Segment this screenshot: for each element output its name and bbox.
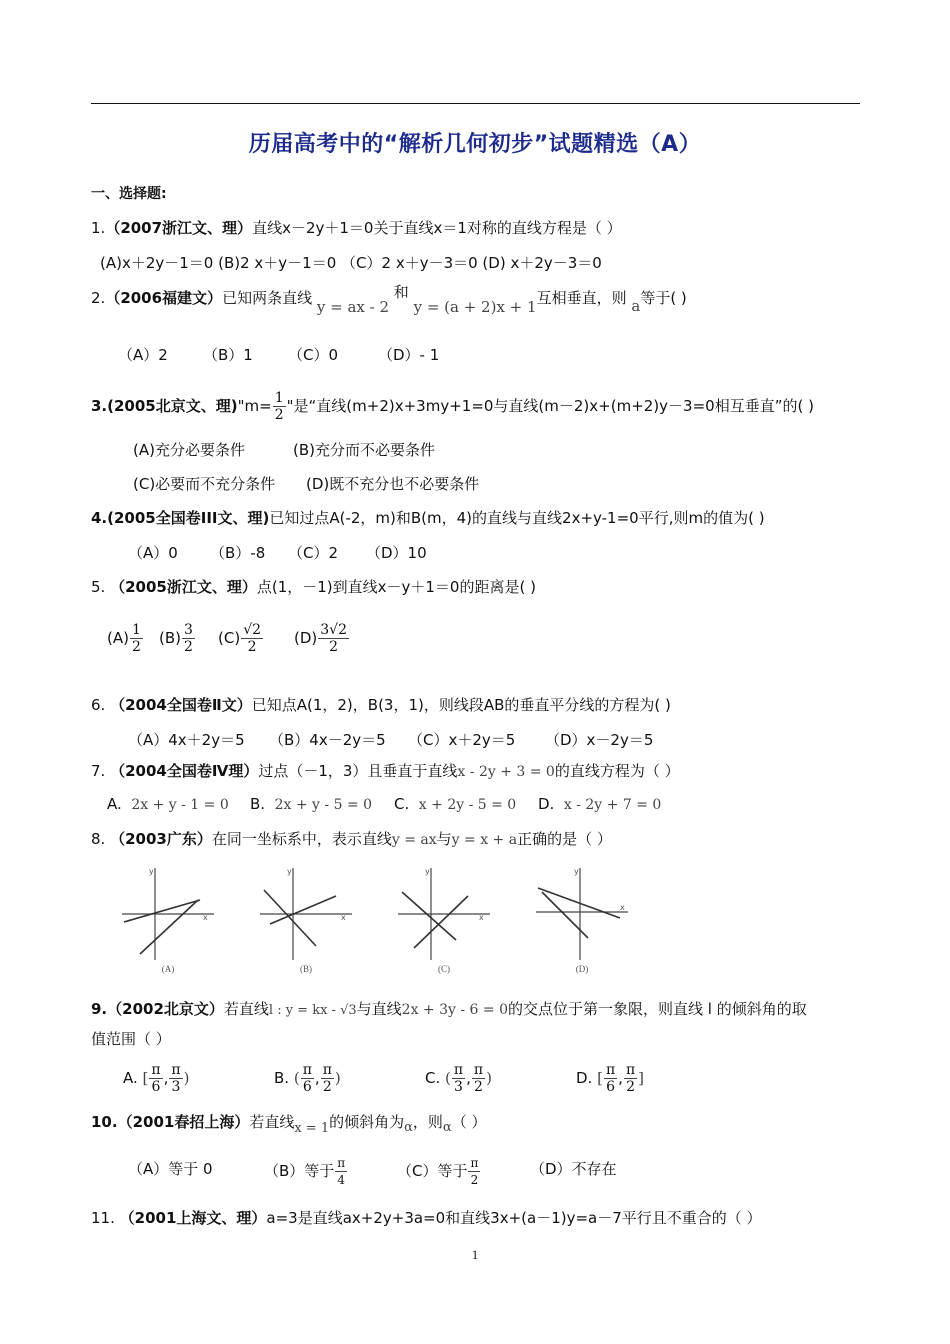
q8-graph-a-label: (A) xyxy=(161,964,175,974)
question-9 xyxy=(91,999,807,1021)
q3-option-b: (B)充分而不必要条件 xyxy=(293,441,435,459)
q6-option-b: （B）4x－2y＝5 xyxy=(269,731,386,749)
q11-source: （2001上海文、理） xyxy=(119,1209,267,1227)
q8-number: 8. xyxy=(91,830,106,848)
q6-option-d: （D）x－2y＝5 xyxy=(545,731,654,749)
question-3 xyxy=(91,390,814,423)
q4-source: 4.(2005全国卷III文、理) xyxy=(91,509,270,527)
question-5 xyxy=(91,577,536,597)
q3-fraction: $\frac{1}{2}$ xyxy=(274,390,284,423)
q7-text-2: 的直线方程为（ ） xyxy=(554,762,680,780)
question-2 xyxy=(91,283,687,316)
q10-formula-2: α xyxy=(404,1120,413,1135)
q10-text-4: （ ） xyxy=(451,1113,487,1131)
question-1 xyxy=(91,218,622,238)
q9-option-a: A. [ $\frac{\pi}{6}$ , $\frac{\pi}{3}$ ) xyxy=(123,1062,190,1095)
q4-option-b: （B）-8 xyxy=(210,544,266,562)
q5-option-c: (C) $\frac{√2}{2}$ xyxy=(218,622,262,655)
q8-text-3: 正确的是（ ） xyxy=(517,830,612,848)
q6-source: （2004全国卷Ⅱ文） xyxy=(110,696,252,714)
q3-text-2: "是“直线(m+2)x+3my+1=0与直线(m－2)x+(m+2)y－3=0相互垂直”的( ) xyxy=(286,397,814,415)
q7-option-a: A. 2x + y - 1 = 0 xyxy=(107,795,229,813)
q8-graph-d-label: (D) xyxy=(575,964,589,974)
q2-text-4: 等于( ) xyxy=(640,289,687,307)
q10-option-d: （D）不存在 xyxy=(530,1160,617,1178)
q9-formula-1: l : y = kx - √3 xyxy=(268,1003,357,1018)
q5-option-d: (D) $\frac{3√2}{2}$ xyxy=(294,622,348,655)
q7-text-1: 过点（－1，3）且垂直于直线 xyxy=(258,762,458,780)
q7-formula: x - 2y + 3 = 0 xyxy=(457,764,555,780)
q4-option-a: （A）0 xyxy=(128,544,178,562)
q2-formula-3: a xyxy=(631,297,641,315)
q10-formula-1: x = 1 xyxy=(294,1121,330,1136)
q8-graph-c xyxy=(394,862,494,974)
question-4 xyxy=(91,508,765,528)
q8-text-1: 在同一坐标系中，表示直线 xyxy=(211,830,392,848)
q9-text-line-2: 值范围（ ） xyxy=(91,1030,171,1048)
q3-option-c: (C)必要而不充分条件 xyxy=(133,475,276,493)
q9-text-3: 的交点位于第一象限，则直线 l 的倾斜角的取 xyxy=(507,1000,807,1018)
q2-option-b: （B）1 xyxy=(203,346,253,364)
q3-option-a: (A)充分必要条件 xyxy=(133,441,245,459)
q1-number: 1. xyxy=(91,219,106,237)
q10-option-a: （A）等于 0 xyxy=(128,1160,213,1178)
question-7 xyxy=(91,761,680,782)
q9-option-b: B. ( $\frac{\pi}{6}$ , $\frac{\pi}{2}$ ) xyxy=(274,1062,341,1095)
q8-formula-2: y = x + a xyxy=(451,832,518,848)
q1-options: (A)x＋2y－1＝0 (B)2 x＋y－1＝0 （C）2 x＋y－3＝0 (D) x＋2y－3＝0 xyxy=(100,254,602,272)
svg-text:x: x xyxy=(341,913,346,922)
q7-option-c: C. x + 2y - 5 = 0 xyxy=(394,795,517,813)
q4-option-d: （D）10 xyxy=(366,544,427,562)
q2-formula-2: y = (a + 2)x + 1 xyxy=(413,298,537,316)
q5-source: （2005浙江文、理） xyxy=(110,578,257,596)
q11-number: 11. xyxy=(91,1209,115,1227)
svg-text:x: x xyxy=(620,903,625,912)
header-rule xyxy=(91,103,860,104)
q10-text-2: 的倾斜角为 xyxy=(329,1113,405,1131)
q8-graph-a xyxy=(118,862,218,974)
svg-text:x: x xyxy=(479,913,484,922)
page-number: 1 xyxy=(471,1247,479,1262)
svg-text:y: y xyxy=(149,867,154,876)
q7-option-b: B. 2x + y - 5 = 0 xyxy=(250,795,373,813)
svg-text:y: y xyxy=(574,867,579,876)
q5-option-b: (B) $\frac{3}{2}$ xyxy=(159,622,193,655)
q7-number: 7. xyxy=(91,762,106,780)
q4-option-c: （C）2 xyxy=(288,544,339,562)
page-title: 历届高考中的“解析几何初步”试题精选（A） xyxy=(248,132,702,157)
q10-option-c: （C）等于 $\frac{\pi}{2}$ xyxy=(397,1156,479,1187)
q2-formula-1: y = ax - 2 xyxy=(316,298,389,316)
question-11 xyxy=(91,1208,762,1228)
question-10 xyxy=(91,1112,486,1134)
q2-source: （2006福建文） xyxy=(105,289,223,307)
q10-formula-3: α xyxy=(442,1120,452,1135)
q3-text-1: "m= xyxy=(237,397,272,415)
q8-graph-b-label: (B) xyxy=(300,964,312,974)
q2-text-1: 已知两条直线 xyxy=(222,289,313,307)
q9-text-1: 若直线 xyxy=(223,1000,269,1018)
q2-text-3: 互相垂直，则 xyxy=(536,289,627,307)
question-6 xyxy=(91,695,671,715)
svg-text:y: y xyxy=(425,867,430,876)
q8-graph-c-label: (C) xyxy=(438,964,450,974)
q10-text-3: ，则 xyxy=(412,1113,443,1131)
q2-option-d: （D）- 1 xyxy=(378,346,440,364)
svg-text:x: x xyxy=(203,913,208,922)
q8-source: （2003广东） xyxy=(110,830,212,848)
q7-source: （2004全国卷Ⅳ理） xyxy=(110,762,259,780)
q8-graph-options xyxy=(118,862,638,974)
q1-text: 直线x－2y＋1＝0关于直线x＝1对称的直线方程是（ ） xyxy=(252,219,622,237)
q10-text-1: 若直线 xyxy=(249,1113,295,1131)
q7-option-d: D. x - 2y + 7 = 0 xyxy=(538,795,662,813)
q2-option-a: （A）2 xyxy=(118,346,168,364)
q3-source: 3.(2005北京文、理) xyxy=(91,397,238,415)
q6-option-c: （C）x＋2y＝5 xyxy=(408,731,516,749)
q6-number: 6. xyxy=(91,696,106,714)
q5-text: 点(1，－1)到直线x－y＋1＝0的距离是( ) xyxy=(256,578,536,596)
q2-number: 2. xyxy=(91,289,106,307)
q8-formula-1: y = ax xyxy=(391,832,437,848)
q4-text: 已知过点A(-2，m)和B(m，4)的直线与直线2x+y-1=0平行,则m的值为( ) xyxy=(269,509,765,527)
q5-option-a: (A) $\frac{1}{2}$ xyxy=(107,622,141,655)
q6-option-a: （A）4x＋2y＝5 xyxy=(128,731,245,749)
q2-text-2: 和 xyxy=(393,283,409,301)
q9-option-d: D. [ $\frac{\pi}{6}$ , $\frac{\pi}{2}$ ] xyxy=(576,1062,645,1095)
q3-option-d: (D)既不充分也不必要条件 xyxy=(306,475,480,493)
q10-source: 10.（2001春招上海） xyxy=(91,1113,250,1131)
q5-number: 5. xyxy=(91,578,106,596)
q8-graph-b xyxy=(256,862,356,974)
q10-option-b: （B）等于 $\frac{\pi}{4}$ xyxy=(264,1156,346,1187)
q9-option-c: C. ( $\frac{\pi}{3}$ , $\frac{\pi}{2}$ ) xyxy=(425,1062,492,1095)
q6-text: 已知点A(1，2)，B(3，1)，则线段AB的垂直平分线的方程为( ) xyxy=(251,696,671,714)
question-8 xyxy=(91,829,612,850)
q8-text-2: 与 xyxy=(436,830,452,848)
q9-text-2: 与直线 xyxy=(356,1000,402,1018)
q9-source: 9.（2002北京文） xyxy=(91,1000,224,1018)
section-heading: 一、选择题: xyxy=(91,186,167,202)
q2-option-c: （C）0 xyxy=(288,346,339,364)
q11-text: a=3是直线ax+2y+3a=0和直线3x+(a－1)y=a－7平行且不重合的（ ） xyxy=(266,1209,762,1227)
q8-graph-d xyxy=(532,862,632,974)
q9-formula-2: 2x + 3y - 6 = 0 xyxy=(401,1002,508,1018)
q1-source: （2007浙江文、理） xyxy=(105,219,253,237)
svg-text:y: y xyxy=(287,867,292,876)
